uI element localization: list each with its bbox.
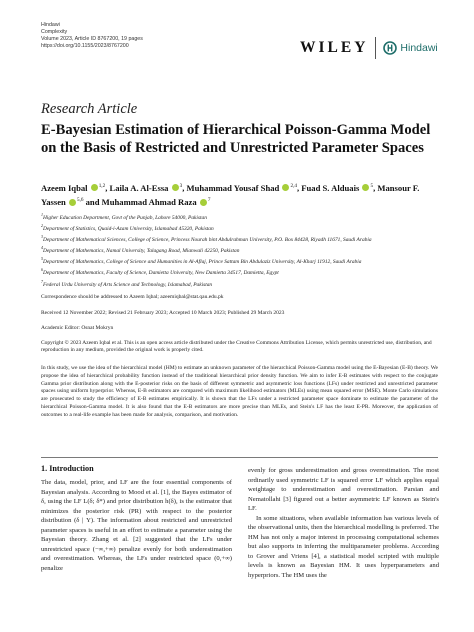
affiliation: [41, 255, 441, 266]
author-affiliation-number: 1,2: [98, 183, 106, 189]
affiliation-number: 4: [41, 245, 43, 251]
affiliation-text: Higher Education Department, Govt of the Punjab, Lahore 54000, Pakistan: [43, 214, 207, 221]
intro-column-left: [41, 478, 232, 573]
author-affiliation-number: 5,6: [77, 197, 84, 204]
orcid-icon[interactable]: [282, 184, 289, 191]
affiliation-number: 5: [41, 256, 43, 262]
wiley-logo: WILEY: [300, 39, 369, 56]
author: [102, 197, 211, 207]
affiliation-number: 3: [41, 234, 43, 240]
affiliation-text: Department of Mathematics, Faculty of Science, Damietta University, New Damietta 34517, Damietta, Egypt: [43, 270, 279, 277]
doi-link[interactable]: https://doi.org/10.1155/2023/8767200: [41, 43, 129, 50]
author-name: Muhammad Yousaf Shad: [186, 182, 280, 193]
author-affiliation-number: 7: [207, 197, 211, 204]
author-name: Azeem Iqbal: [41, 182, 88, 193]
section-divider: [41, 457, 438, 458]
author-separator: ,: [373, 182, 378, 193]
academic-editor: Academic Editor: Osnat Mokryn: [41, 325, 114, 331]
intro-paragraph: evenly for gross underestimation and gross overestimation. The most ordinarily used symmetric LF is squared error LF which applies equal weightage to underestimation and overestimation. Parsian and Nematollahi [3] figured out a better asymmetric LF known as Stein's LF.: [248, 467, 439, 513]
article-title: E-Bayesian Estimation of Hierarchical Poisson-Gamma Model on the Basis of Restricted and Unrestricted Parameter Spaces: [41, 122, 431, 156]
author-affiliation-number: 2,4: [290, 183, 297, 189]
author: [109, 183, 186, 193]
correspondence-note: Correspondence should be addressed to Azeem Iqbal; azeemiqbal@stat.qau.edu.pk: [41, 294, 224, 300]
affiliation-text: Department of Mathematics, Namal University, Talagang Road, Mianwali 42250, Pakistan: [43, 248, 240, 255]
journal-name: Complexity: [41, 29, 68, 36]
affiliation-text: Department of Mathematical Sciences, College of Science, Princess Nourah bint Abdulrahman University, P.O. Box 84428, Riyadh 11671, Saudi Arabia: [43, 236, 372, 243]
orcid-icon[interactable]: [362, 184, 369, 191]
author: [187, 183, 302, 193]
affiliation: [41, 244, 441, 255]
author: [301, 183, 377, 193]
affiliation-text: Federal Urdu University of Arts Science and Technology, Islamabad, Pakistan: [43, 281, 213, 288]
abstract: In this study, we use the idea of the hierarchical model (HM) to estimate an unknown parameter of the hierarchical Poisson-Gamma model using the E-Bayesian (E-B) theory. We propose the idea of hierarchical probability function instead of the traditional hierarchical prior density function. We aim to infer E-B estimates with respect to the conjugate Gamma prior distribution along with the E-posterior risks on the basis of different symmetric and asymmetric loss functions (LFs) under restricted and unrestricted parameter spaces using uniform hyperprior. Whereas, E-B estimators are compared with maximum likelihood estimators (MLEs) using mean squared error (MSE). Monte Carlo simulations are prosecuted to study the efficiency of E-B estimates empirically. It is shown that the LFs under a restricted parameter space dominate to estimate the parameter of the hierarchical Poisson-Gamma model. It is also found that the E-B estimators are more precise than MLEs, and Stein's LF has the least E-PR. Moreover, the application of outcomes to a real-life example has been made for analysis, comparison, and motivation.: [41, 365, 438, 418]
author-name: Mansour F. Yassen: [41, 182, 420, 208]
affiliation-list: [41, 211, 441, 289]
affiliation: [41, 211, 441, 222]
hindawi-logo: [383, 41, 437, 55]
affiliation-text: Department of Statistics, Quaid-i-Azam University, Islamabad 45320, Pakistan: [43, 225, 214, 232]
author-name: Fuad S. Alduais: [301, 182, 360, 193]
affiliation-number: 2: [41, 223, 43, 229]
orcid-icon[interactable]: [200, 199, 207, 206]
volume-line: Volume 2023, Article ID 8767200, 19 pages: [41, 36, 143, 43]
author-separator: ,: [105, 182, 110, 193]
affiliation-number: 7: [41, 278, 43, 284]
publisher-line: Hindawi: [41, 22, 60, 28]
affiliation: [41, 233, 441, 244]
intro-paragraph: The data, model, prior, and LF are the four essential components of Bayesian analysis. According to Mood et al. [1], the Bayes estimator of δ, using the LF L(δ; δ*) and prior distribution h(δ), is the estimator that minimizes the posterior risk (PR) with respect to the posterior distribution (δ | Y). The information about restricted and unrestricted parameter spaces is useful in an effort to estimate a parameter using the Bayesian theory. Zhang et al. [2] suggested that the LFs under unrestricted space (−∞,+∞) penalize evenly for both underestimation and overestimation. Whereas, the LFs under restricted space (0,+∞) penalize: [41, 479, 232, 572]
author-separator: ,: [182, 182, 187, 193]
author-separator: ,: [296, 182, 302, 193]
affiliation-text: Department of Mathematics, College of Science and Humanities in Al-Aflaj, Prince Sattam Bin Abdulaziz University, Al-Kharj 11912, Saudi Arabia: [43, 259, 362, 266]
author-name: Muhammad Ahmad Raza: [101, 197, 197, 208]
affiliation-number: 6: [41, 267, 43, 273]
publisher-brand: [300, 36, 438, 60]
author-affiliation-number: 3: [179, 183, 183, 189]
affiliation: [41, 222, 441, 233]
article-type: Research Article: [41, 101, 138, 117]
affiliation-number: 1: [41, 212, 43, 217]
author-list: [41, 180, 441, 208]
author-name: Laila A. Al-Essa: [109, 182, 169, 193]
brand-divider: [375, 37, 376, 59]
affiliation: [41, 266, 441, 277]
section-heading: 1. Introduction: [41, 464, 94, 473]
orcid-icon[interactable]: [172, 184, 179, 191]
affiliation: [41, 278, 441, 289]
publication-dates: Received 12 November 2022; Revised 21 February 2023; Accepted 10 March 2023; Published 29 March 2023: [41, 310, 285, 316]
copyright-notice: Copyright © 2023 Azeem Iqbal et al. This is an open access article distributed under the Creative Commons Attribution License, which permits unrestricted use, distribution, and reproduction in any medium, provided the original work is properly cited.: [41, 340, 432, 354]
intro-column-right: [248, 466, 439, 581]
orcid-icon[interactable]: [69, 199, 76, 206]
author-affiliation-number: 5: [370, 183, 374, 189]
author: [41, 183, 109, 193]
hindawi-wordmark: Hindawi: [400, 42, 438, 54]
hindawi-icon: [383, 41, 397, 55]
journal-meta: [41, 22, 143, 50]
orcid-icon[interactable]: [91, 184, 98, 191]
author-separator: and: [83, 197, 102, 208]
intro-paragraph: In some situations, when available information has various levels of the observational units, then the hierarchical modelling is preferred. The HM has not only a major interest in processing computational schemes but also supports in inferring the multiparameter problems. According to Grover and Vriens [4], a statistical model scripted with multiple levels is known as Bayesian HM. It uses hyperparameters and hyperpriors. The HM uses the: [248, 514, 439, 580]
